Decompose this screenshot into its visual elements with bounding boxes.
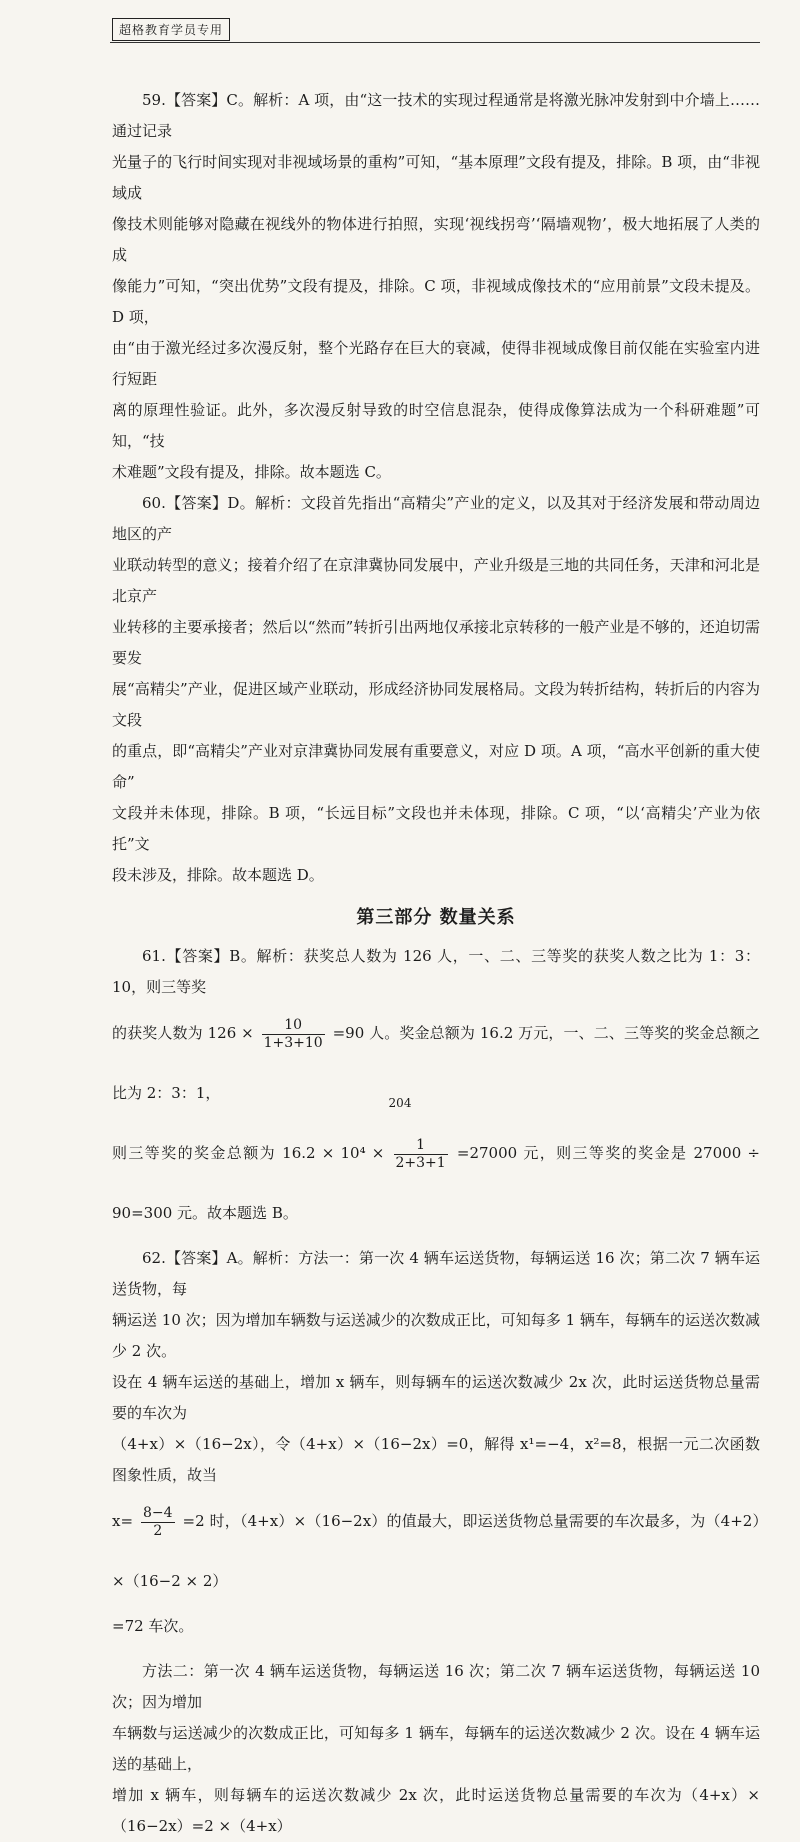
header-tag: 超格教育学员专用 [112,18,230,41]
q61-text: =27000 元，则三等奖的奖金是 27000 ÷ 90=300 元。故本题选 B。 [112,1144,760,1222]
q61-text: 的获奖人数为 126 × [112,1024,254,1042]
q59-line: 离的原理性验证。此外，多次漫反射导致的时空信息混杂，使得成像算法成为一个科研难题”可知，“技 [112,401,760,450]
q61-line-fraction-2 [112,1123,760,1243]
page-number: 204 [388,1096,412,1110]
q59-line: 像能力”可知，“突出优势”文段有提及，排除。C 项，非视域成像技术的“应用前景”文段未提及。D 项， [112,277,760,326]
q62-m2-line: 车辆数与运送减少的次数成正比，可知每多 1 辆车，每辆车的运送次数减少 2 次。设在 4 辆车运送的基础上， [112,1724,760,1773]
q62-text: =2 时，（4+x）×（16−2x）的值最大，即运送货物总量需要的车次最多，为（4+2）×（16−2 × 2） [112,1512,760,1590]
q62-line: 62.【答案】A。解析：方法一：第一次 4 辆车运送货物，每辆运送 16 次；第二次 7 辆车运送货物，每 [112,1249,760,1298]
fraction-denominator: 2 [153,1522,163,1539]
q60-line: 段未涉及，排除。故本题选 D。 [112,866,324,884]
q62-text: x= [112,1512,134,1530]
fraction-denominator: 1+3+10 [263,1034,323,1051]
answer-62 [112,1243,760,1642]
section-title: 第三部分 数量关系 [356,907,516,928]
header-rule [110,42,760,43]
fraction [262,1017,325,1052]
q60-line: 文段并未体现，排除。B 项，“长远目标”文段也并未体现，排除。C 项，“以‘高精尖’产业为依托”文 [112,804,760,853]
q60-line: 的重点，即“高精尖”产业对京津冀协同发展有重要意义，对应 D 项。A 项，“高水平创新的重大使命” [112,742,760,791]
answer-62-method-2 [112,1656,760,1842]
q62-m2-line: 增加 x 辆车，则每辆车的运送次数减少 2x 次，此时运送货物总量需要的车次为（4+x）×（16−2x）=2 ×（4+x） [112,1786,760,1835]
q62-line-fraction [112,1491,760,1611]
q60-line: 业转移的主要承接者；然后以“然而”转折引出两地仅承接北京转移的一般产业是不够的，还迫切需要发 [112,618,760,667]
fraction-numerator: 8−4 [143,1504,173,1521]
q59-line: 光量子的飞行时间实现对非视域场景的重构”可知，“基本原理”文段有提及，排除。B 项，由“非视域成 [112,153,760,202]
q61-line: 61.【答案】B。解析：获奖总人数为 126 人，一、二、三等奖的获奖人数之比为 1：3：10，则三等奖 [112,947,760,996]
answer-61 [112,941,760,1243]
q60-line: 60.【答案】D。解析：文段首先指出“高精尖”产业的定义，以及其对于经济发展和带动周边地区的产 [112,494,760,543]
q59-line: 59.【答案】C。解析：A 项，由“这一技术的实现过程通常是将激光脉冲发射到中介墙上……通过记录 [112,91,760,140]
page-content [112,85,760,1842]
q62-line: =72 车次。 [112,1617,194,1635]
fraction-denominator: 2+3+1 [395,1154,446,1171]
q62-line: 辆运送 10 次；因为增加车辆数与运送减少的次数成正比，可知每多 1 辆车，每辆车的运送次数减少 2 次。 [112,1311,760,1360]
q62-line: （4+x）×（16−2x），令（4+x）×（16−2x）=0，解得 x¹=−4，x²=8，根据一元二次函数图象性质，故当 [112,1435,760,1484]
fraction-numerator: 1 [394,1137,448,1155]
q62-m2-line: 方法二：第一次 4 辆车运送货物，每辆运送 16 次；第二次 7 辆车运送货物，每辆运送 10 次；因为增加 [112,1662,760,1711]
q59-line: 像技术则能够对隐藏在视线外的物体进行拍照，实现‘视线拐弯’‘隔墙观物’，极大地拓展了人类的成 [112,215,760,264]
q59-line: 术难题”文段有提及，排除。故本题选 C。 [112,463,391,481]
q59-line: 由“由于激光经过多次漫反射，整个光路存在巨大的衰减，使得非视域成像目前仅能在实验室内进行短距 [112,339,760,388]
q60-line: 展“高精尖”产业，促进区域产业联动，形成经济协同发展格局。文段为转折结构，转折后的内容为文段 [112,680,760,729]
answer-60 [112,488,760,891]
q62-line: 设在 4 辆车运送的基础上，增加 x 辆车，则每辆车的运送次数减少 2x 次，此时运送货物总量需要的车次为 [112,1373,760,1422]
q60-line: 业联动转型的意义；接着介绍了在京津冀协同发展中，产业升级是三地的共同任务，天津和河北是北京产 [112,556,760,605]
fraction [394,1137,448,1172]
q61-text: 则三等奖的奖金总额为 16.2 × 10⁴ × [112,1144,385,1162]
q61-text: =90 人。奖金总额为 16.2 万元，一、二、三等奖的奖金总额之比为 2：3：1， [112,1024,760,1102]
fraction-numerator: 10 [262,1017,325,1035]
fraction [141,1505,175,1540]
answer-59 [112,85,760,488]
